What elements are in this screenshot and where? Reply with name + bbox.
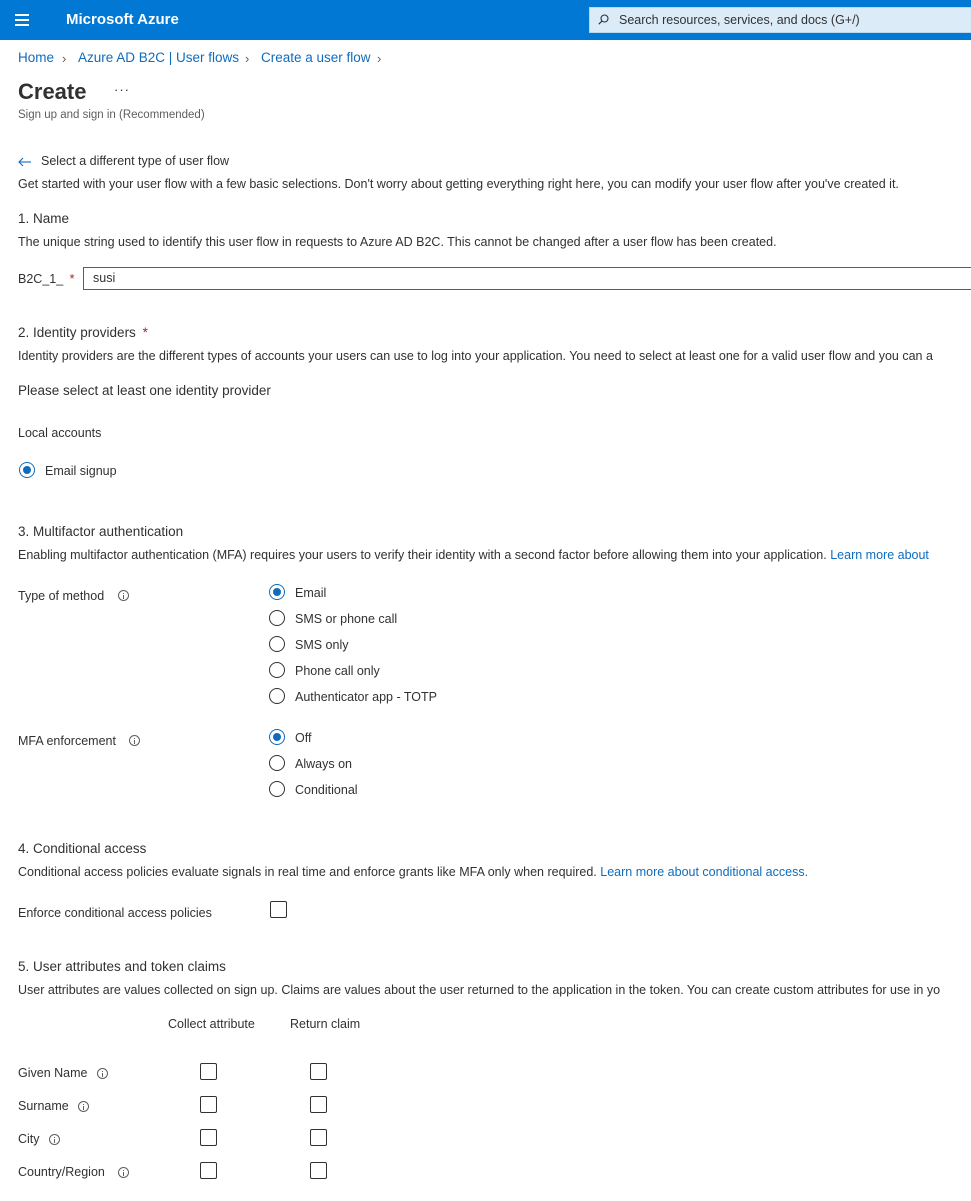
idp-notice: Please select at least one identity provider [18,383,271,398]
search-box[interactable] [589,7,971,33]
ca-learn-more-link[interactable]: Learn more about conditional access. [600,865,809,879]
type-of-method-label: Type of method [18,589,105,603]
required-asterisk: * [142,325,148,340]
enforcement-label-conditional[interactable]: Conditional [295,783,358,797]
attribute-label: Country/Region [18,1165,105,1179]
select-different-type-link[interactable]: Select a different type of user flow [41,154,230,168]
collect-attribute-checkbox[interactable] [200,1096,217,1113]
search-icon [598,14,609,25]
method-label-authenticator-app[interactable]: Authenticator app - TOTP [295,690,437,704]
method-label-sms-only[interactable]: SMS only [295,638,349,652]
info-icon[interactable] [78,1101,89,1112]
return-claim-header: Return claim [290,1017,361,1031]
mfa-section-description [18,548,929,562]
top-bar [0,0,971,40]
info-icon[interactable] [129,735,140,746]
return-claim-checkbox[interactable] [310,1096,327,1113]
page-subtitle: Sign up and sign in (Recommended) [18,109,205,121]
required-asterisk: * [69,272,75,286]
chevron-right-icon: › [245,51,250,66]
chevron-right-icon: › [62,51,67,66]
attribute-label: Surname [18,1099,69,1113]
name-section-heading: 1. Name [18,211,70,226]
return-claim-checkbox[interactable] [310,1063,327,1080]
method-label-phone-call-only[interactable]: Phone call only [295,664,380,678]
method-label-email[interactable]: Email [295,586,327,600]
return-claim-checkbox[interactable] [310,1162,327,1179]
local-accounts-label: Local accounts [18,426,102,440]
ca-section-heading: 4. Conditional access [18,841,147,856]
collect-attribute-checkbox[interactable] [200,1162,217,1179]
chevron-right-icon: › [377,51,382,66]
intro-text: Get started with your user flow with a few basic selections. Don't worry about getting everything right here, you can modify your user flow after you've created it. [18,177,899,191]
mfa-learn-more-link[interactable]: Learn more about [830,548,929,562]
collect-attribute-checkbox[interactable] [200,1063,217,1080]
mfa-enforcement-label: MFA enforcement [18,734,116,748]
method-radio-phone-call-only[interactable] [269,662,285,678]
attr-section-description: User attributes are values collected on sign up. Claims are values about the user returned to the application in the token. You can create custom attributes for use in yo [18,983,941,997]
arrow-left-icon[interactable] [18,157,32,167]
name-prefix-label [18,272,75,286]
name-section-description: The unique string used to identify this user flow in requests to Azure AD B2C. This cannot be changed after a user flow has been created. [18,235,777,249]
breadcrumb-create-user-flow[interactable]: Create a user flow [261,50,371,65]
attribute-label: Given Name [18,1066,88,1080]
more-options-button[interactable]: ··· [114,82,130,97]
mfa-section-heading: 3. Multifactor authentication [18,524,184,539]
enforcement-radio-conditional[interactable] [269,781,285,797]
name-input[interactable] [93,271,893,285]
email-signup-radio[interactable] [19,462,35,478]
info-icon[interactable] [97,1068,108,1079]
method-radio-sms-or-phone[interactable] [269,610,285,626]
collect-attribute-header: Collect attribute [168,1017,255,1031]
breadcrumb-home[interactable]: Home [18,50,55,65]
breadcrumb-user-flows[interactable]: Azure AD B2C | User flows [78,50,240,65]
idp-section-description: Identity providers are the different types of accounts your users can use to log into your application. You need to select at least one for a valid user flow and you can a [18,349,933,363]
email-signup-label[interactable]: Email signup [45,464,117,478]
attribute-label: City [18,1132,40,1146]
collect-attribute-checkbox[interactable] [200,1129,217,1146]
ca-section-description [18,865,808,879]
method-radio-email[interactable] [269,584,285,600]
ca-description-text: Conditional access policies evaluate signals in real time and enforce grants like MFA only when required. [18,865,597,879]
enforce-ca-label: Enforce conditional access policies [18,906,212,920]
idp-heading-text: 2. Identity providers [18,325,136,340]
name-field[interactable] [83,267,971,290]
enforce-ca-checkbox[interactable] [270,901,287,918]
method-radio-authenticator-app[interactable] [269,688,285,704]
brand-title[interactable]: Microsoft Azure [66,11,179,28]
menu-icon[interactable] [15,14,29,26]
info-icon[interactable] [118,1167,129,1178]
return-claim-checkbox[interactable] [310,1129,327,1146]
info-icon[interactable] [49,1134,60,1145]
enforcement-label-off[interactable]: Off [295,731,312,745]
attr-section-heading: 5. User attributes and token claims [18,959,226,974]
enforcement-radio-off[interactable] [269,729,285,745]
info-icon[interactable] [118,590,129,601]
prefix-text: B2C_1_ [18,272,64,286]
mfa-description-text: Enabling multifactor authentication (MFA) requires your users to verify their identity with a second factor before allowing them into your application. [18,548,827,562]
search-placeholder: Search resources, services, and docs (G+/) [619,13,860,27]
method-radio-sms-only[interactable] [269,636,285,652]
enforcement-label-always-on[interactable]: Always on [295,757,352,771]
method-label-sms-or-phone[interactable]: SMS or phone call [295,612,398,626]
enforcement-radio-always-on[interactable] [269,755,285,771]
page-title: Create [18,79,87,104]
idp-section-heading [18,325,148,340]
